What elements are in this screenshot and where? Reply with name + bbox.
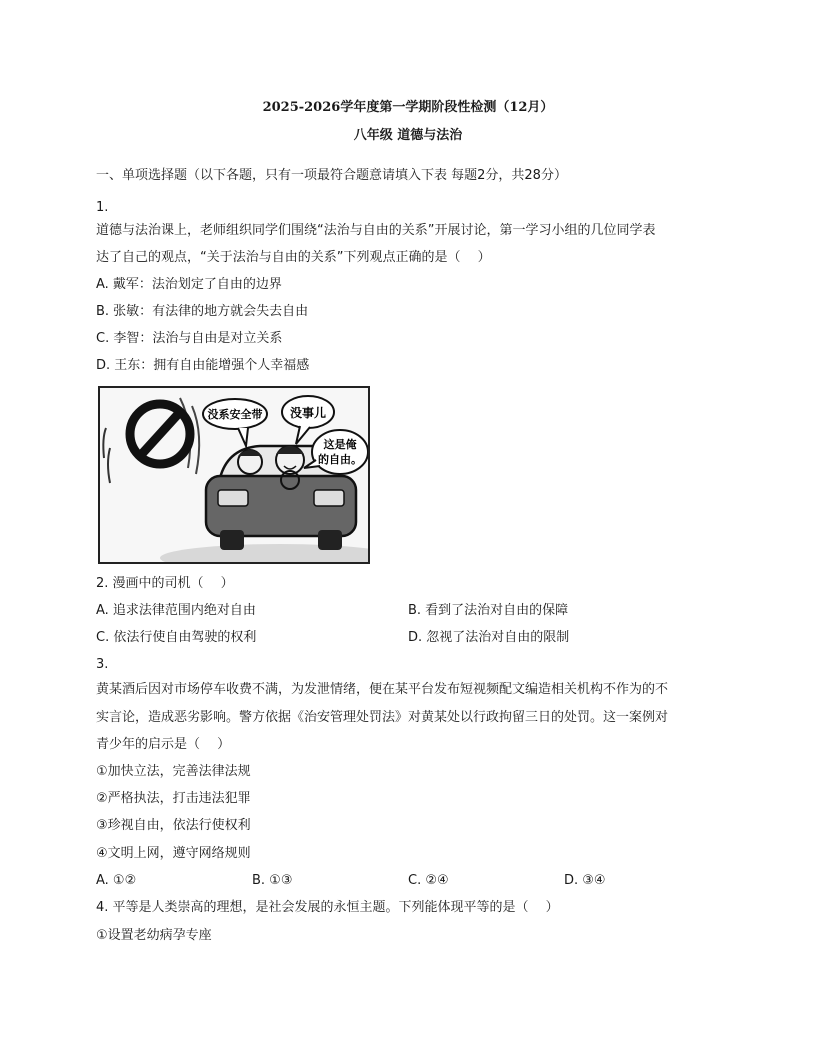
speech-bubble-1 <box>203 399 267 446</box>
q3-stem-line3: 青少年的启示是（ ） <box>96 737 231 752</box>
comic-drawing <box>100 388 370 564</box>
q2-option-d: D. 忽视了法治对自由的限制 <box>408 630 570 645</box>
q1-option-a: A. 戴军：法治划定了自由的边界 <box>96 277 282 292</box>
bubble3-text-line1: 这是俺 <box>323 438 357 451</box>
q3-item-2: ②严格执法，打击违法犯罪 <box>96 791 251 806</box>
q3-stem-line1: 黄某酒后因对市场停车收费不满，为发泄情绪，便在某平台发布短视频配文编造相关机构不作为的不 <box>96 682 669 697</box>
q1-stem-line2: 达了自己的观点，“关于法治与自由的关系”下列观点正确的是（ ） <box>96 250 491 265</box>
q3-item-4: ④文明上网，遵守网络规则 <box>96 846 251 861</box>
q3-option-c: C. ②④ <box>408 873 449 888</box>
q2-stem: 2. 漫画中的司机（ ） <box>96 576 234 591</box>
exam-subtitle: 八年级 道德与法治 <box>353 128 463 143</box>
prohibition-sign-icon <box>130 404 190 464</box>
q2-option-b: B. 看到了法治对自由的保障 <box>408 603 569 618</box>
q2-option-c: C. 依法行使自由驾驶的权利 <box>96 630 257 645</box>
bubble2-text: 没事儿 <box>289 406 327 420</box>
q3-item-1: ①加快立法，完善法律法规 <box>96 764 251 779</box>
q1-stem-line1: 道德与法治课上，老师组织同学们围绕“法治与自由的关系”开展讨论，第一学习小组的几位同学表 <box>96 223 656 238</box>
exam-title: 2025-2026学年度第一学期阶段性检测（12月） <box>262 100 554 115</box>
q3-option-d: D. ③④ <box>564 873 606 888</box>
comic-illustration <box>98 386 370 564</box>
q1-option-d: D. 王东：拥有自由能增强个人幸福感 <box>96 358 310 373</box>
bubble1-text: 没系安全带 <box>207 408 263 421</box>
q3-item-3: ③珍视自由，依法行使权利 <box>96 818 251 833</box>
q1-number: 1. <box>96 200 109 215</box>
q1-option-b: B. 张敏：有法律的地方就会失去自由 <box>96 304 309 319</box>
q3-number: 3. <box>96 657 109 672</box>
q3-option-a: A. ①② <box>96 873 137 888</box>
q4-item-1: ①设置老幼病孕专座 <box>96 928 212 943</box>
speech-bubble-3 <box>304 430 368 474</box>
q2-option-a: A. 追求法律范围内绝对自由 <box>96 603 256 618</box>
bubble3-text-line2: 的自由。 <box>318 453 362 466</box>
q4-stem: 4. 平等是人类崇高的理想，是社会发展的永恒主题。下列能体现平等的是（ ） <box>96 900 559 915</box>
q1-option-c: C. 李智：法治与自由是对立关系 <box>96 331 283 346</box>
q3-stem-line2: 实言论，造成恶劣影响。警方依据《治安管理处罚法》对黄某处以行政拘留三日的处罚。这一案例对 <box>96 710 669 725</box>
q3-option-b: B. ①③ <box>252 873 293 888</box>
section-heading: 一、单项选择题（以下各题，只有一项最符合题意请填入下表 每题2分，共28分） <box>96 168 567 183</box>
